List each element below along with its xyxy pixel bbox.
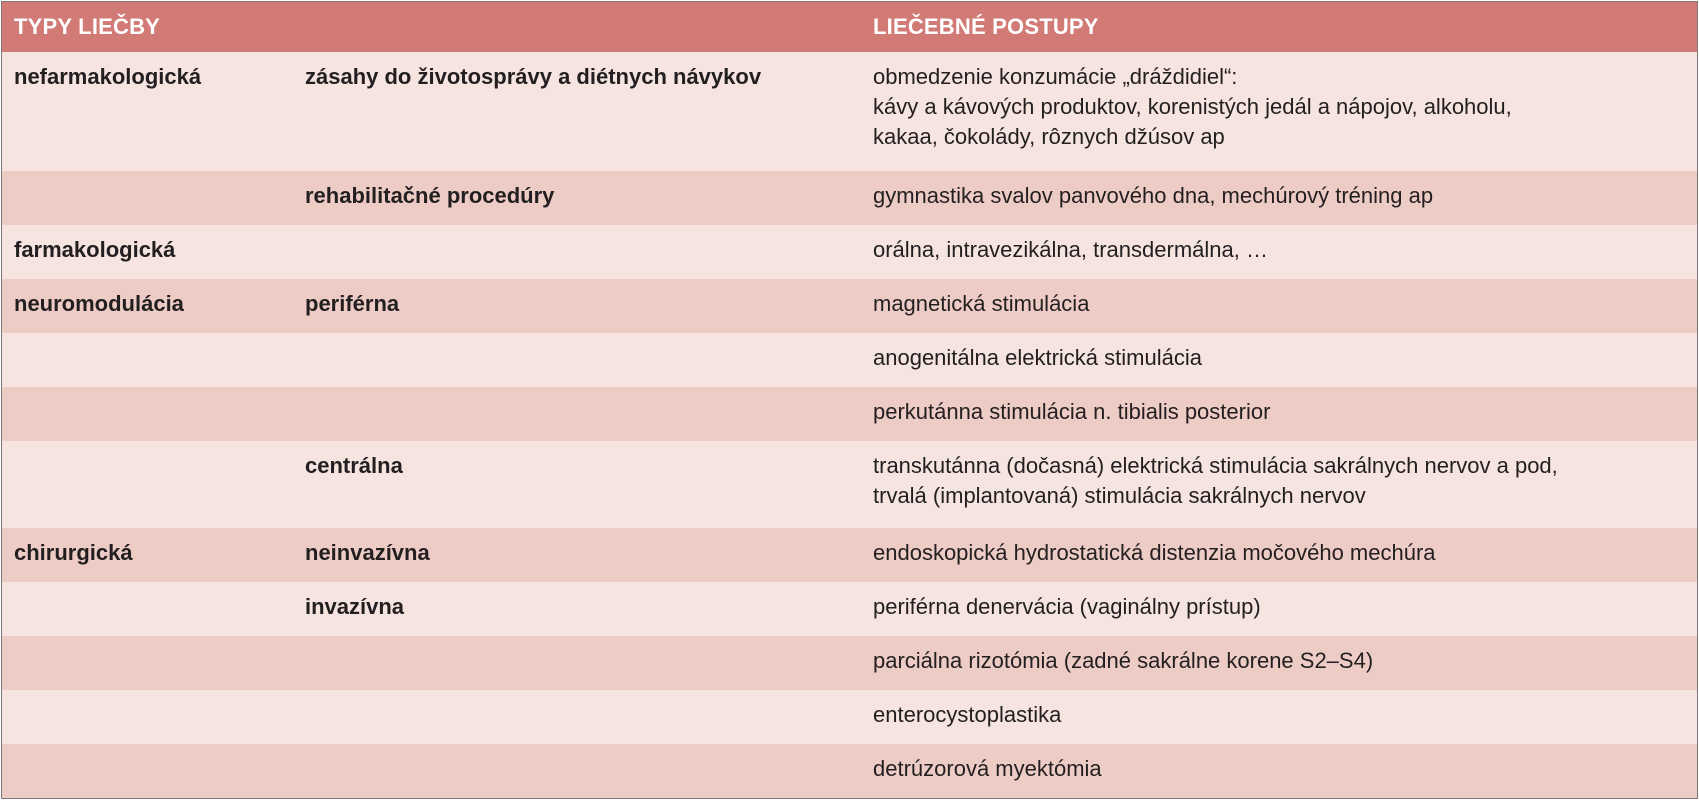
treatment-subtype-cell: neinvazívna [293,528,868,582]
treatment-type-cell [2,171,293,225]
treatment-subtype-cell [293,636,868,690]
treatment-type-cell [2,441,293,527]
treatment-subtype-cell: rehabilitačné procedúry [293,171,868,225]
procedure-cell [868,690,1697,744]
table-header-row [2,2,1697,52]
treatment-subtype-cell: centrálna [293,441,868,527]
procedure-line: trvalá (implantovaná) stimulácia sakrálnych nervov [873,483,1366,509]
treatment-type-cell: chirurgická [2,528,293,582]
procedure-line: orálna, intravezikálna, transdermálna, … [873,236,1268,262]
header-treatment-procedures: LIEČEBNÉ POSTUPY [868,2,1697,52]
procedure-cell [868,387,1697,441]
treatment-type-cell: nefarmakologická [2,52,293,171]
procedure-line: perkutánna stimulácia n. tibialis posterior [873,399,1271,425]
procedure-cell [868,582,1697,636]
treatment-subtype-cell [293,744,868,798]
procedure-line: transkutánna (dočasná) elektrická stimulácia sakrálnych nervov a pod, [873,453,1558,479]
table-row [2,279,1697,333]
treatment-subtype-cell: zásahy do životosprávy a diétnych návykov [293,52,868,171]
procedure-line: detrúzorová myektómia [873,755,1102,781]
table-row [2,690,1697,744]
treatment-table [1,1,1698,799]
treatment-subtype-cell: periférna [293,279,868,333]
table-row [2,171,1697,225]
table-row [2,636,1697,690]
treatment-subtype-cell [293,387,868,441]
table-row [2,225,1697,279]
procedure-cell [868,279,1697,333]
procedure-cell [868,225,1697,279]
procedure-cell [868,441,1697,527]
table-row [2,52,1697,171]
procedure-line: parciálna rizotómia (zadné sakrálne korene S2–S4) [873,647,1374,673]
procedure-line: gymnastika svalov panvového dna, mechúrový tréning ap [873,182,1434,208]
treatment-subtype-cell [293,690,868,744]
procedure-line: enterocystoplastika [873,701,1062,727]
procedure-cell [868,52,1697,171]
procedure-line: kávy a kávových produktov, korenistých jedál a nápojov, alkoholu, [873,94,1512,119]
header-treatment-types: TYPY LIEČBY [2,2,293,52]
procedure-line: kakaa, čokolády, rôznych džúsov ap [873,124,1225,149]
table-row [2,387,1697,441]
treatment-type-cell [2,744,293,798]
treatment-table-grid [2,2,1697,798]
treatment-type-cell [2,387,293,441]
treatment-subtype-cell [293,333,868,387]
table-row [2,441,1697,527]
header-empty [293,2,868,52]
procedure-cell [868,171,1697,225]
procedure-line: anogenitálna elektrická stimulácia [873,345,1202,371]
procedure-cell [868,333,1697,387]
treatment-type-cell: farmakologická [2,225,293,279]
treatment-subtype-cell: invazívna [293,582,868,636]
procedure-line: obmedzenie konzumácie „dráždidiel“: [873,64,1238,89]
treatment-type-cell: neuromodulácia [2,279,293,333]
treatment-type-cell [2,333,293,387]
procedure-cell [868,744,1697,798]
procedure-cell [868,528,1697,582]
table-row [2,528,1697,582]
treatment-subtype-cell [293,225,868,279]
procedure-line: endoskopická hydrostatická distenzia močového mechúra [873,539,1436,565]
table-row [2,582,1697,636]
table-row [2,333,1697,387]
treatment-type-cell [2,636,293,690]
table-row [2,744,1697,798]
treatment-type-cell [2,582,293,636]
procedure-line: periférna denervácia (vaginálny prístup) [873,593,1261,619]
treatment-type-cell [2,690,293,744]
procedure-line: magnetická stimulácia [873,291,1090,317]
procedure-cell [868,636,1697,690]
